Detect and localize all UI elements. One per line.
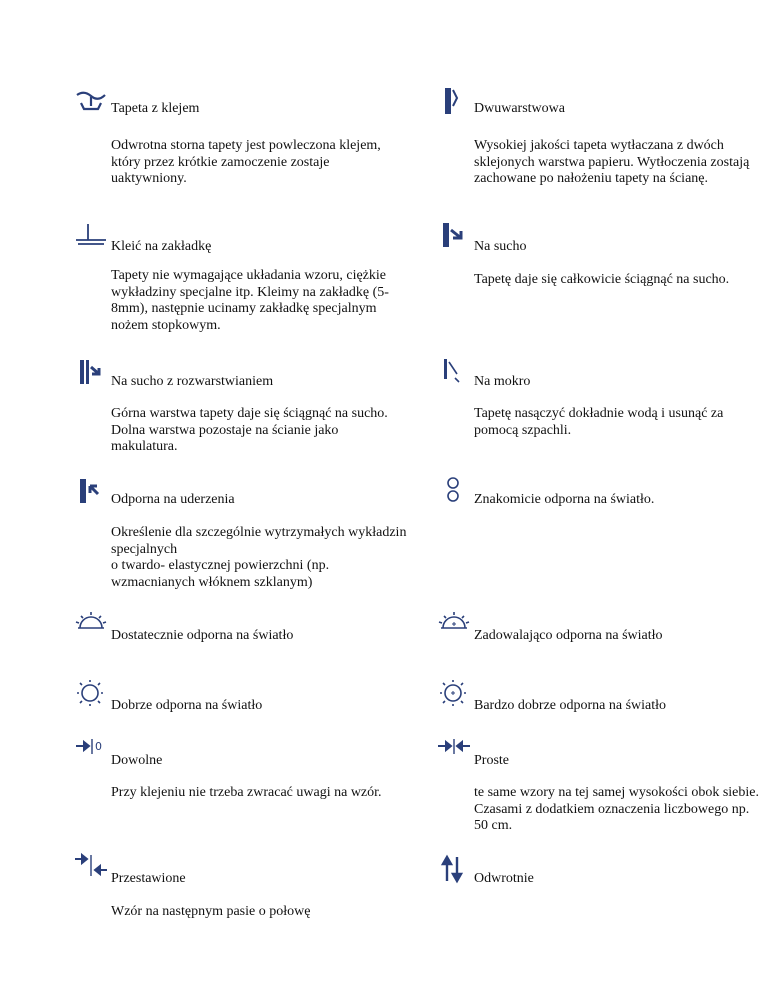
item-description: Górna warstwa tapety daje się ściągnąć na sucho. Dolna warstwa pozostaje na ścianie jako makulatura. [111, 406, 388, 454]
svg-text:0: 0 [95, 740, 102, 753]
item-title: Dostatecznie odporna na światło [111, 628, 294, 643]
item-title: Odwrotnie [474, 871, 534, 886]
peelable-icon [74, 357, 108, 387]
item-description: te same wzory na tej samej wysokości obok siebie. Czasami z dodatkiem oznaczenia liczbowego np. 50 cm. [474, 785, 759, 833]
half-sun-plus-icon [437, 610, 471, 640]
item-title: Zadowalająco odporna na światło [474, 628, 663, 643]
straight-match-icon [437, 734, 471, 764]
item-description: Tapety nie wymagające układania wzoru, ciężkie wykładziny specjalne itp. Kleimy na zakładkę (5-8mm), następnie ucinamy zakładkę specjalnym nożem stopkowym. [111, 268, 389, 333]
reverse-hanging-icon [437, 854, 471, 884]
item-title: Dwuwarstwowa [474, 101, 565, 116]
item-title: Na sucho [474, 239, 527, 254]
dry-strippable-icon [437, 220, 471, 250]
overlap-glue-icon [74, 220, 108, 250]
wallpaper-with-paste-icon [74, 86, 108, 116]
item-description: Tapetę daje się całkowicie ściągnąć na sucho. [474, 272, 730, 287]
half-sun-icon [74, 610, 108, 640]
item-title: Dobrze odporna na światło [111, 698, 263, 713]
item-title: Odporna na uderzenia [111, 492, 235, 507]
item-title: Proste [474, 753, 509, 768]
item-title: Bardzo dobrze odporna na światło [474, 698, 667, 713]
sun-icon [74, 678, 108, 708]
impact-resistant-icon [74, 476, 108, 506]
item-title: Znakomicie odporna na światło. [474, 492, 655, 507]
item-description: Tapetę nasączyć dokładnie wodą i usunąć za pomocą szpachli. [474, 406, 724, 438]
item-description: Przy klejeniu nie trzeba zwracać uwagi na wzór. [111, 785, 382, 800]
item-description: Odwrotna storna tapety jest powleczona klejem, który przez krótkie zamoczenie zostaje uaktywniony. [111, 138, 381, 186]
two-layer-icon [437, 86, 471, 116]
wet-removable-icon [437, 356, 471, 386]
item-title: Na sucho z rozwarstwianiem [111, 374, 274, 389]
free-match-icon [74, 734, 108, 764]
excellent-lightfast-icon [437, 474, 471, 504]
item-title: Dowolne [111, 753, 163, 768]
item-description: Określenie dla szczególnie wytrzymałych wykładzin specjalnych o twardo- elastycznej powierzchni (np. wzmacnianych włóknem szklanym) [111, 525, 407, 590]
offset-match-icon [74, 852, 108, 882]
item-title: Na mokro [474, 374, 531, 389]
sun-plus-icon [437, 678, 471, 708]
item-title: Kleić na zakładkę [111, 239, 212, 254]
item-title: Tapeta z klejem [111, 101, 200, 116]
item-description: Wysokiej jakości tapeta wytłaczana z dwóch sklejonych warstwa papieru. Wytłoczenia zostają zachowane po nałożeniu tapety na ścianę. [474, 138, 750, 186]
item-description: Wzór na następnym pasie o połowę [111, 904, 311, 919]
item-title: Przestawione [111, 871, 186, 886]
